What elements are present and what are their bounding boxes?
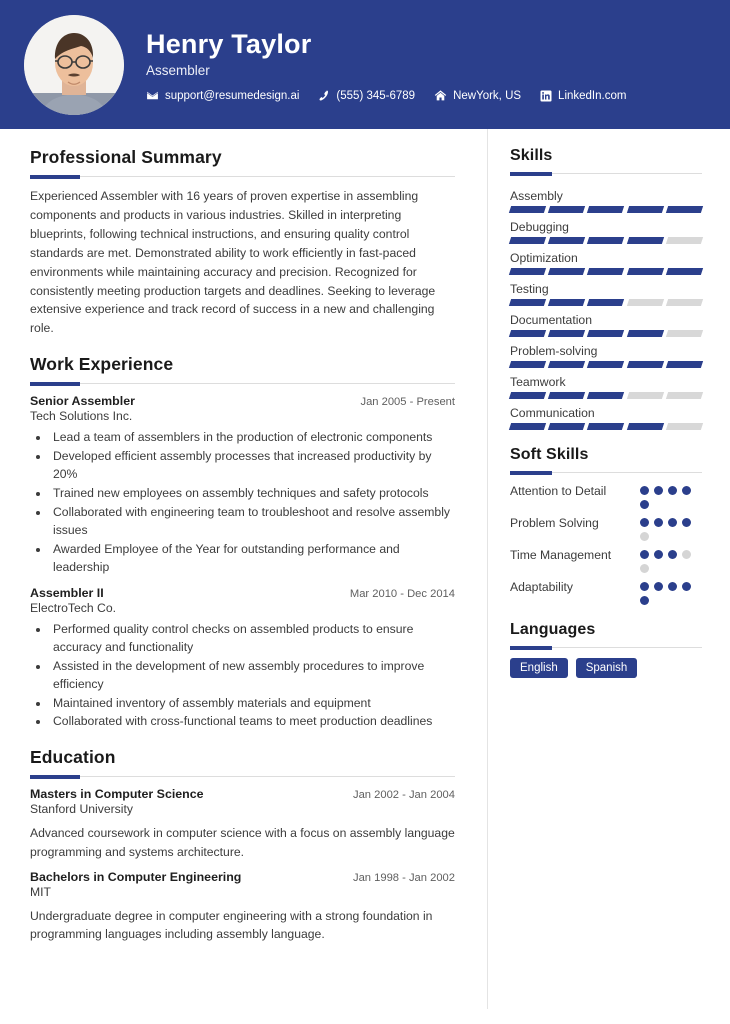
soft-skill-rating bbox=[640, 515, 702, 541]
skill-segment bbox=[666, 392, 703, 399]
rating-dot bbox=[682, 518, 691, 527]
skill-item bbox=[510, 370, 702, 399]
skill-segment bbox=[509, 299, 546, 306]
skill-segment bbox=[587, 299, 624, 306]
section-rule bbox=[30, 383, 455, 384]
skill-segment bbox=[548, 423, 585, 430]
list-item: • Lead a team of assemblers in the production of electronic components bbox=[50, 429, 455, 447]
list-item: • Performed quality control checks on assembled products to ensure accuracy and functionality bbox=[50, 621, 455, 657]
skill-segment bbox=[548, 392, 585, 399]
sidebar-column bbox=[487, 129, 730, 1009]
soft-skill-item bbox=[510, 483, 702, 509]
home-icon bbox=[434, 89, 447, 102]
section-rule bbox=[510, 472, 702, 473]
contact-email-label: support@resumedesign.ai bbox=[165, 89, 300, 102]
skill-segment bbox=[666, 268, 703, 275]
section-rule bbox=[510, 647, 702, 648]
rating-dot bbox=[668, 518, 677, 527]
skill-segment bbox=[626, 392, 663, 399]
skill-item bbox=[510, 308, 702, 337]
rating-dot bbox=[640, 564, 649, 573]
skill-bar bbox=[510, 237, 702, 244]
entry-header bbox=[30, 394, 455, 408]
skill-list bbox=[510, 184, 702, 430]
rating-dot bbox=[682, 582, 691, 591]
page-title: Henry Taylor bbox=[146, 28, 312, 59]
section-professional-summary bbox=[30, 147, 455, 338]
job-role: Assembler bbox=[146, 63, 210, 79]
section-soft-skills bbox=[510, 446, 702, 605]
skill-segment bbox=[626, 299, 663, 306]
skill-segment bbox=[666, 330, 703, 337]
skill-bar bbox=[510, 268, 702, 275]
experience-entry bbox=[30, 586, 455, 732]
entry-company: Tech Solutions Inc. bbox=[30, 409, 133, 424]
rating-dot bbox=[654, 518, 663, 527]
skill-segment bbox=[626, 237, 663, 244]
section-rule bbox=[30, 776, 455, 777]
skill-segment bbox=[666, 361, 703, 368]
rating-dot bbox=[640, 532, 649, 541]
soft-skill-label: Time Management bbox=[510, 548, 612, 562]
skill-segment bbox=[509, 268, 546, 275]
skill-bar bbox=[510, 423, 702, 430]
soft-skill-rating bbox=[640, 547, 702, 573]
skill-segment bbox=[666, 206, 703, 213]
entry-bullet-list bbox=[50, 621, 455, 732]
rating-dot bbox=[668, 486, 677, 495]
education-entry bbox=[30, 870, 455, 944]
rating-dot bbox=[654, 582, 663, 591]
resume-body bbox=[0, 129, 730, 1009]
section-title-experience: Work Experience bbox=[30, 354, 174, 375]
skill-segment bbox=[509, 392, 546, 399]
skill-segment bbox=[587, 392, 624, 399]
experience-list bbox=[30, 394, 455, 731]
skill-label: Communication bbox=[510, 406, 595, 420]
rating-dot bbox=[640, 582, 649, 591]
skill-item bbox=[510, 401, 702, 430]
skill-item bbox=[510, 246, 702, 275]
entry-school: MIT bbox=[30, 884, 51, 899]
avatar bbox=[24, 15, 124, 115]
skill-segment bbox=[587, 330, 624, 337]
skill-segment bbox=[626, 361, 663, 368]
section-skills bbox=[510, 147, 702, 430]
skill-segment bbox=[548, 299, 585, 306]
contact-linkedin-label: LinkedIn.com bbox=[558, 89, 627, 102]
skill-label: Problem-solving bbox=[510, 344, 598, 358]
soft-skill-label: Attention to Detail bbox=[510, 484, 607, 498]
skill-label: Optimization bbox=[510, 251, 578, 265]
entry-header bbox=[30, 870, 455, 884]
list-item: • Collaborated with cross-functional teams to meet production deadlines bbox=[50, 713, 455, 731]
entry-job-title: Assembler II bbox=[30, 585, 104, 600]
rating-dot bbox=[640, 596, 649, 605]
skill-bar bbox=[510, 299, 702, 306]
rating-dot bbox=[682, 550, 691, 559]
phone-icon bbox=[318, 89, 330, 102]
rating-dot bbox=[654, 486, 663, 495]
skill-segment bbox=[509, 361, 546, 368]
section-rule bbox=[510, 173, 702, 174]
rating-dot bbox=[640, 500, 649, 509]
soft-skill-list bbox=[510, 483, 702, 605]
list-item: • Developed efficient assembly processes that increased productivity by 20% bbox=[50, 448, 455, 484]
section-rule bbox=[30, 176, 455, 177]
rating-dot bbox=[640, 486, 649, 495]
soft-skill-item bbox=[510, 515, 702, 541]
summary-text: Experienced Assembler with 16 years of proven expertise in assembling components and products in various industries. Skilled in interpreting blueprints, following technical instructions, and ensuring quality control standards are met. Demonstrated ability to work efficiently in fast-paced environments while maintaining accuracy and precision. Recognized for consistently meeting production targets and deadlines. Seeking to leverage extensive experience and track record of success in a new and challenging role. bbox=[30, 189, 436, 336]
skill-segment bbox=[626, 268, 663, 275]
skill-segment bbox=[548, 268, 585, 275]
section-work-experience bbox=[30, 354, 455, 731]
entry-description: Advanced coursework in computer science with a focus on assembly language programming and systems architecture. bbox=[30, 826, 455, 859]
rating-dot bbox=[682, 486, 691, 495]
contact-linkedin[interactable] bbox=[540, 90, 626, 102]
experience-entry bbox=[30, 394, 455, 577]
skill-item bbox=[510, 277, 702, 306]
contact-location-label: NewYork, US bbox=[453, 89, 522, 102]
skill-bar bbox=[510, 361, 702, 368]
section-title-soft-skills: Soft Skills bbox=[510, 446, 589, 463]
skill-label: Testing bbox=[510, 282, 549, 296]
list-item: • Awarded Employee of the Year for outstanding performance and leadership bbox=[50, 541, 455, 577]
education-list bbox=[30, 787, 455, 943]
entry-description: Undergraduate degree in computer engineering with a strong foundation in programming languages including assembly language. bbox=[30, 908, 433, 942]
skill-segment bbox=[587, 237, 624, 244]
education-entry bbox=[30, 787, 455, 861]
section-title-summary: Professional Summary bbox=[30, 147, 222, 167]
profile-photo-illustration bbox=[24, 15, 124, 115]
list-item: • Trained new employees on assembly techniques and safety protocols bbox=[50, 485, 455, 503]
skill-label: Teamwork bbox=[510, 375, 566, 389]
skill-segment bbox=[509, 330, 546, 337]
header-text bbox=[146, 27, 626, 102]
rating-dot bbox=[668, 582, 677, 591]
skill-label: Assembly bbox=[510, 189, 563, 203]
section-education bbox=[30, 747, 455, 943]
skill-segment bbox=[666, 237, 703, 244]
soft-skill-item bbox=[510, 579, 702, 605]
contact-email[interactable] bbox=[146, 89, 299, 102]
skill-bar bbox=[510, 206, 702, 213]
rating-dot bbox=[640, 518, 649, 527]
skill-segment bbox=[548, 330, 585, 337]
skill-segment bbox=[626, 206, 663, 213]
list-item: • Assisted in the development of new assembly procedures to improve efficiency bbox=[50, 658, 455, 694]
rating-dot bbox=[640, 550, 649, 559]
skill-item bbox=[510, 184, 702, 213]
contact-location[interactable] bbox=[434, 89, 521, 102]
soft-skill-label: Adaptability bbox=[510, 580, 574, 594]
skill-bar bbox=[510, 330, 702, 337]
language-chip: Spanish bbox=[576, 658, 638, 678]
entry-degree-title: Masters in Computer Science bbox=[30, 787, 204, 802]
skill-segment bbox=[666, 423, 703, 430]
entry-bullet-list bbox=[50, 429, 455, 577]
soft-skill-rating bbox=[640, 483, 702, 509]
skill-item bbox=[510, 339, 702, 368]
skill-label: Documentation bbox=[510, 313, 592, 327]
skill-label: Debugging bbox=[510, 220, 569, 234]
soft-skill-item bbox=[510, 547, 702, 573]
skill-item bbox=[510, 215, 702, 244]
list-item: • Collaborated with engineering team to troubleshoot and resolve assembly issues bbox=[50, 504, 455, 540]
skill-segment bbox=[666, 299, 703, 306]
skill-segment bbox=[509, 423, 546, 430]
skill-segment bbox=[587, 268, 624, 275]
skill-segment bbox=[509, 237, 546, 244]
skill-segment bbox=[587, 206, 624, 213]
entry-header bbox=[30, 787, 455, 801]
skill-segment bbox=[548, 237, 585, 244]
language-chip-list bbox=[510, 658, 702, 678]
list-item: • Maintained inventory of assembly materials and equipment bbox=[50, 695, 455, 713]
section-title-skills: Skills bbox=[510, 147, 553, 164]
entry-job-title: Senior Assembler bbox=[30, 394, 135, 409]
soft-skill-label: Problem Solving bbox=[510, 516, 599, 530]
skill-segment bbox=[509, 206, 546, 213]
skill-segment bbox=[548, 361, 585, 368]
skill-bar bbox=[510, 392, 702, 399]
contact-phone[interactable] bbox=[318, 89, 415, 102]
soft-skill-rating bbox=[640, 579, 702, 605]
section-title-languages: Languages bbox=[510, 621, 596, 638]
entry-header bbox=[30, 586, 455, 600]
rating-dot bbox=[668, 550, 677, 559]
entry-date: Jan 1998 - Jan 2002 bbox=[352, 871, 455, 884]
entry-school: Stanford University bbox=[30, 802, 133, 817]
entry-date: Mar 2010 - Dec 2014 bbox=[349, 587, 455, 600]
rating-dot bbox=[654, 550, 663, 559]
skill-segment bbox=[587, 361, 624, 368]
skill-segment bbox=[548, 206, 585, 213]
contact-phone-label: (555) 345-6789 bbox=[336, 89, 416, 102]
resume-header bbox=[0, 0, 730, 129]
main-column bbox=[0, 129, 487, 960]
skill-segment bbox=[626, 330, 663, 337]
skill-segment bbox=[587, 423, 624, 430]
language-chip: English bbox=[510, 658, 568, 678]
entry-date: Jan 2002 - Jan 2004 bbox=[352, 789, 455, 802]
envelope-icon bbox=[146, 89, 159, 102]
section-languages bbox=[510, 621, 702, 678]
section-title-education: Education bbox=[30, 747, 116, 768]
skill-segment bbox=[626, 423, 663, 430]
entry-company: ElectroTech Co. bbox=[30, 600, 117, 615]
entry-degree-title: Bachelors in Computer Engineering bbox=[30, 869, 242, 884]
linkedin-icon bbox=[540, 90, 552, 102]
contact-list bbox=[146, 89, 626, 102]
entry-date: Jan 2005 - Present bbox=[360, 396, 455, 409]
